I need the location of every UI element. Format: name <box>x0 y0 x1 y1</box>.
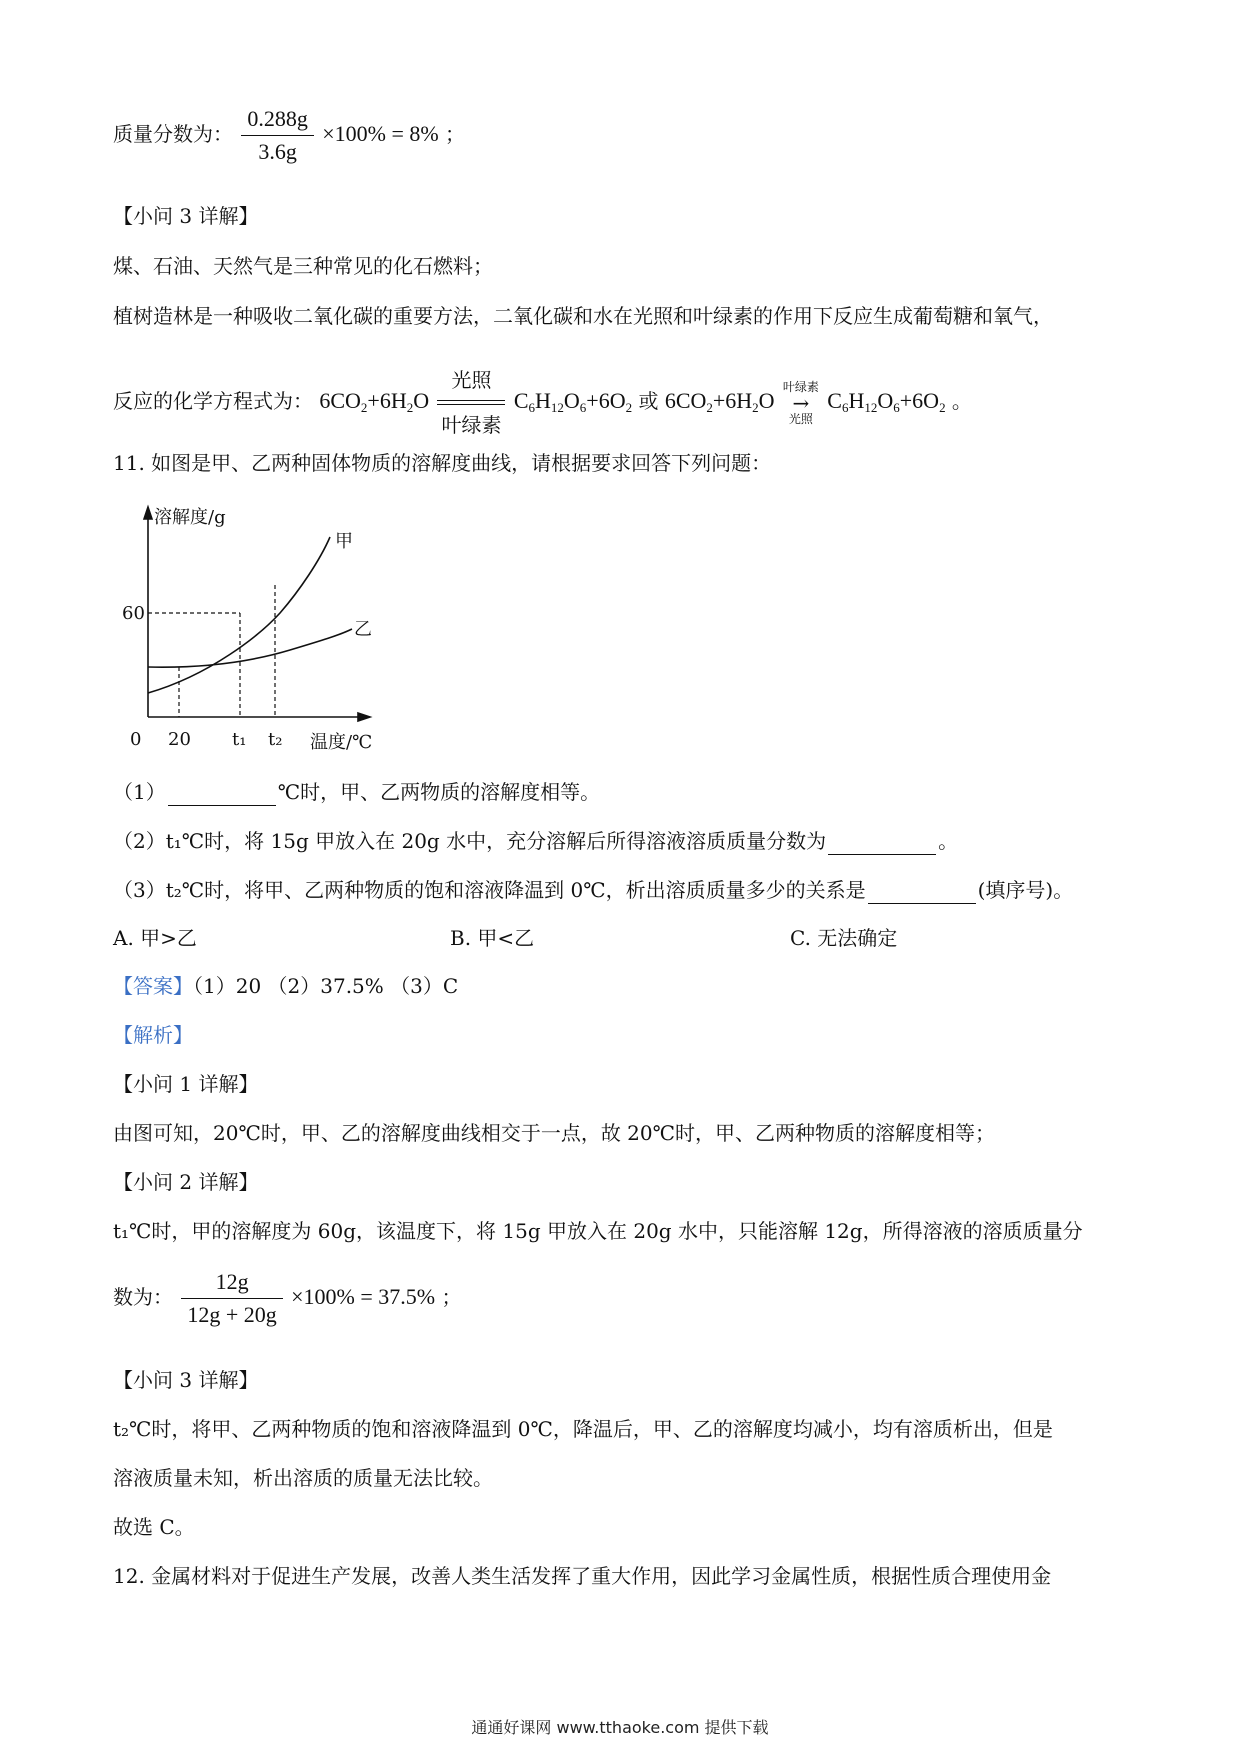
series-yi-label: 乙 <box>354 619 372 640</box>
calc-result: ×100% = 8% <box>322 121 439 146</box>
answer-blank <box>168 785 276 806</box>
condition-bottom: 叶绿素 <box>441 413 502 437</box>
x-tick-t1: t₁ <box>232 729 247 750</box>
x-axis-arrow <box>358 713 370 721</box>
series-yi-line <box>148 629 352 667</box>
option-b: B. 甲<乙 <box>450 926 535 950</box>
equation-products: $C_6H_{12}O_6+6O_2$ <box>513 388 633 415</box>
analysis-label: 【解析】 <box>113 1023 193 1047</box>
paragraph: 煤、石油、天然气是三种常见的化石燃料； <box>113 254 493 278</box>
fraction <box>181 1268 282 1329</box>
answer-blank <box>868 883 976 904</box>
equation-products: $C_6H_{12}O_6+6O_2$ <box>827 388 946 415</box>
fraction-numerator: 0.288g <box>247 106 308 131</box>
calc-suffix: ； <box>445 122 466 146</box>
y-tick-60: 60 <box>122 603 145 624</box>
equation-reactants: $6CO_2+6H_2O$ <box>319 388 430 415</box>
paragraph: 溶液质量未知，析出溶质的质量无法比较。 <box>113 1466 493 1490</box>
x-axis-label: 温度/℃ <box>310 732 373 753</box>
fraction-numerator: 12g <box>215 1269 249 1294</box>
solubility-chart <box>122 505 410 760</box>
calc-result: ×100% = 37.5% <box>291 1284 436 1309</box>
part-number: （1） <box>113 780 166 804</box>
or-word: 或 <box>638 389 659 413</box>
y-axis-arrow <box>144 507 152 519</box>
question-11-part-2 <box>113 827 958 855</box>
answer-line <box>113 972 458 1000</box>
calc-suffix: ； <box>441 1285 462 1309</box>
paragraph: 植树造林是一种吸收二氧化碳的重要方法，二氧化碳和水在光照和叶绿素的作用下反应生成葡萄糖和氧气， <box>113 304 1053 328</box>
x-tick-0: 0 <box>130 729 142 750</box>
chemical-equation-line <box>113 362 972 443</box>
question-11-part-1 <box>113 778 600 806</box>
equation-end: 。 <box>951 389 972 413</box>
page-footer: 通通好课网 www.tthaoke.com 提供下载 <box>471 1718 769 1737</box>
calc-prefix: 数为： <box>113 1285 173 1309</box>
paragraph: t₂℃时，将甲、乙两种物质的饱和溶液降温到 0℃，降温后，甲、乙的溶解度均减小，均有溶质析出，但是 <box>113 1417 1053 1441</box>
fraction-denominator: 3.6g <box>241 135 314 166</box>
arrow-top: 叶绿素 <box>782 379 819 394</box>
part-text: （2）t₁℃时，将 15g 甲放入在 20g 水中，充分溶解后所得溶液溶质质量分数为 <box>113 829 827 853</box>
sub-heading-3: 【小问 3 详解】 <box>113 204 259 228</box>
question-12-stem: 12. 金属材料对于促进生产发展，改善人类生活发挥了重大作用，因此学习金属性质，根据性质合理使用金 <box>113 1564 1052 1588</box>
sub-heading-1: 【小问 1 详解】 <box>113 1072 259 1096</box>
x-tick-t2: t₂ <box>268 729 283 750</box>
fraction <box>241 105 314 166</box>
option-c: C. 无法确定 <box>790 926 898 950</box>
question-11-part-3 <box>113 876 1073 904</box>
part-end: 。 <box>938 829 959 853</box>
conclusion: 故选 C。 <box>113 1515 195 1539</box>
fraction-denominator: 12g + 20g <box>181 1298 282 1329</box>
mass-fraction-calc-1 <box>113 105 465 166</box>
condition-top: 光照 <box>451 368 492 392</box>
paragraph: t₁℃时，甲的溶解度为 60g，该温度下，将 15g 甲放入在 20g 水中，只能溶解 12g，所得溶液的溶质质量分 <box>113 1219 1083 1243</box>
part-end: (填序号)。 <box>977 878 1074 902</box>
equation-reactants: $6CO_2+6H_2O$ <box>664 388 775 415</box>
series-jia-line <box>148 537 330 693</box>
arrow-icon: → <box>792 390 810 415</box>
reaction-arrow <box>783 380 819 426</box>
question-11-stem: 11. 如图是甲、乙两种固体物质的溶解度曲线，请根据要求回答下列问题： <box>113 451 772 475</box>
series-jia-label: 甲 <box>335 531 353 552</box>
sub-heading-2: 【小问 2 详解】 <box>113 1170 259 1194</box>
reaction-condition <box>437 362 505 443</box>
paragraph: 由图可知，20℃时，甲、乙的溶解度曲线相交于一点，故 20℃时，甲、乙两种物质的溶解度相等； <box>113 1121 996 1145</box>
mass-fraction-calc-2 <box>113 1268 461 1329</box>
part-text: （3）t₂℃时，将甲、乙两种物质的饱和溶液降温到 0℃，析出溶质质量多少的关系是 <box>113 878 866 902</box>
arrow-bottom: 光照 <box>788 411 813 426</box>
option-a: A. 甲>乙 <box>113 926 197 950</box>
equal-sign <box>437 400 505 405</box>
answer-text: （1）20 （2）37.5% （3）C <box>193 974 459 998</box>
calc-prefix: 质量分数为： <box>113 122 233 146</box>
sub-heading-3: 【小问 3 详解】 <box>113 1368 259 1392</box>
y-axis-label: 溶解度/g <box>154 507 226 528</box>
answer-blank <box>828 834 936 855</box>
equation-prefix: 反应的化学方程式为： <box>113 389 313 413</box>
answer-label: 【答案】 <box>113 974 193 998</box>
part-text: ℃时，甲、乙两物质的溶解度相等。 <box>277 780 601 804</box>
x-tick-20: 20 <box>168 729 191 750</box>
